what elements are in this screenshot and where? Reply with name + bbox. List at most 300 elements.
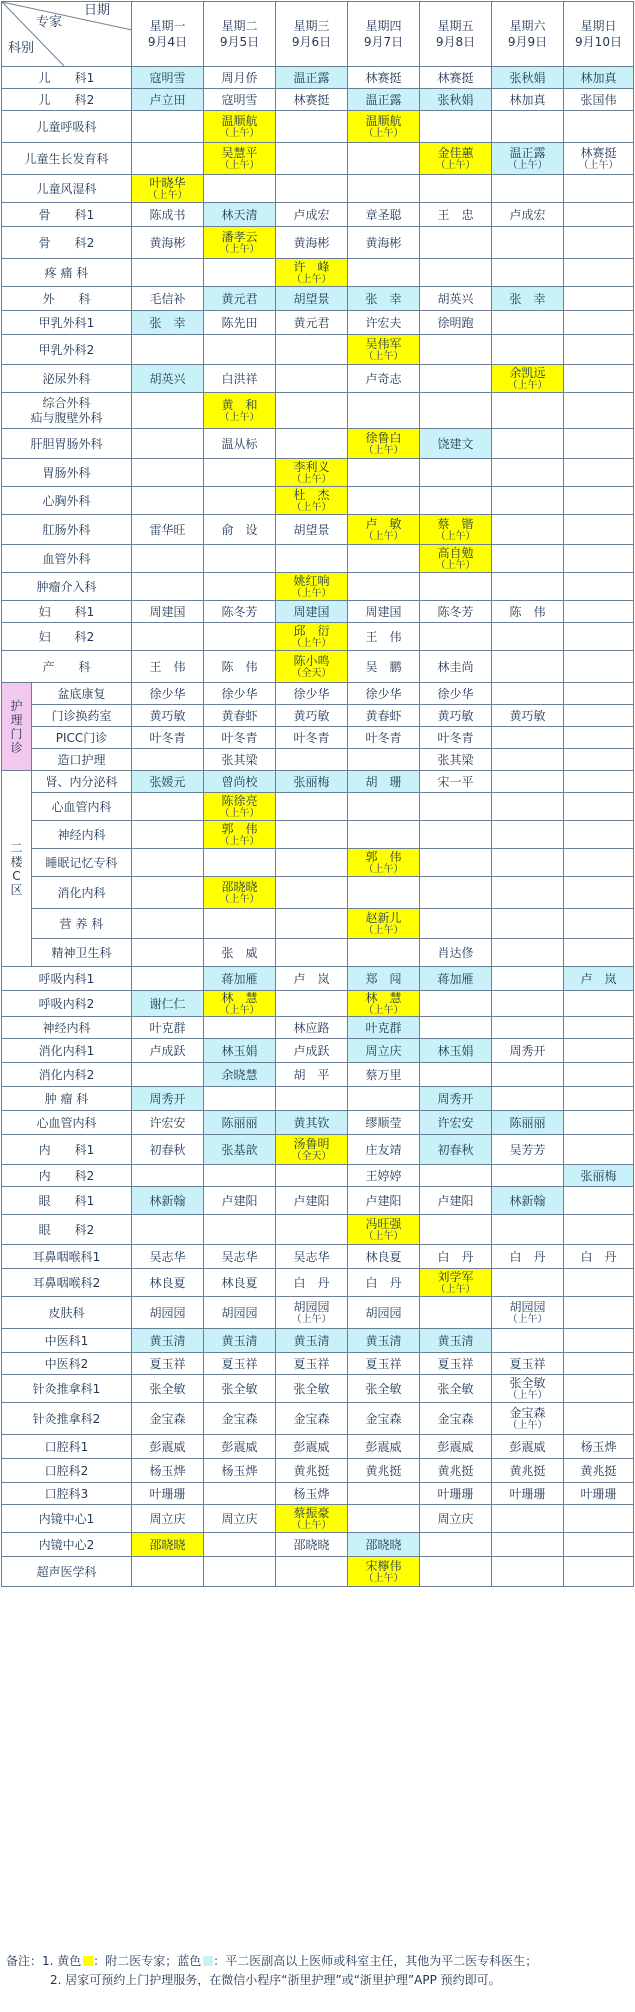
doctor-cell [204,1375,276,1403]
doctor-name: 林赛挺 [437,70,474,85]
session-label: （上午） [219,244,260,255]
doctor-name: 周秀开 [437,1091,474,1106]
day-header-1 [132,2,204,67]
doctor-name: 叶克群 [365,1020,402,1035]
doctor-name: 林 慧 [221,991,258,1005]
doctor-cell [204,515,276,545]
doctor-cell [564,459,634,487]
doctor-cell [276,1135,348,1165]
doctor-cell [420,1187,492,1215]
doctor-cell [564,1135,634,1165]
doctor-name: 徐少华 [221,686,258,701]
doctor-name: 黄兆挺 [437,1463,474,1478]
doctor-cell [132,429,204,459]
doctor-name: 叶冬青 [437,730,474,745]
doctor-cell [420,67,492,89]
schedule-row [2,365,634,393]
session-label: （上午） [291,1314,332,1325]
doctor-cell [492,623,564,651]
doctor-cell [204,1017,276,1039]
dept-name: 妇 科1 [2,601,132,623]
doctor-name: 寇明雪 [149,70,186,85]
doctor-name: 叶克群 [149,1020,186,1035]
doctor-cell [420,1017,492,1039]
session-label: （上午） [435,531,476,542]
dept-name: 内 科1 [2,1135,132,1165]
doctor-name: 周月侨 [221,70,258,85]
doctor-name: 庄友靖 [365,1142,402,1157]
dept-name: 胃肠外科 [2,459,132,487]
doctor-cell [420,1329,492,1353]
schedule-row [2,1557,634,1587]
doctor-cell [276,877,348,909]
doctor-cell [132,601,204,623]
doctor-name: 夏玉祥 [293,1356,330,1371]
doctor-cell [204,1135,276,1165]
schedule-row [2,683,634,705]
doctor-cell [348,1187,420,1215]
schedule-row [2,1087,634,1111]
doctor-name: 金宝森 [509,1406,546,1420]
dept-name: 血管外科 [2,545,132,573]
doctor-name: 冯旺强 [365,1217,402,1231]
doctor-cell [348,335,420,365]
doctor-cell [420,967,492,991]
doctor-cell [276,459,348,487]
doctor-cell [276,335,348,365]
doctor-cell [492,487,564,515]
dept-name: 呼吸内科1 [2,967,132,991]
doctor-cell [564,1245,634,1269]
doctor-name: 黄巧敏 [509,708,546,723]
doctor-cell [204,459,276,487]
doctor-cell [132,1111,204,1135]
doctor-cell [276,1063,348,1087]
doctor-name: 林应路 [293,1020,330,1035]
doctor-cell [564,287,634,311]
doctor-cell [204,67,276,89]
doctor-name: 陈小鸣 [293,654,330,668]
doctor-cell [348,651,420,683]
day-header-7 [564,2,634,67]
dept-name: 消化内科 [32,877,132,909]
weekday-label: 星期三 [293,19,330,33]
doctor-cell [564,393,634,429]
doctor-cell [492,771,564,793]
doctor-name: 张 幸 [509,291,546,306]
doctor-cell [564,1459,634,1483]
doctor-name: 叶珊珊 [580,1486,617,1501]
doctor-cell [132,651,204,683]
doctor-cell [564,749,634,771]
session-label: （上午） [291,638,332,649]
doctor-name: 林玉娟 [221,1043,258,1058]
doctor-cell [204,1459,276,1483]
doctor-cell [492,749,564,771]
doctor-cell [276,365,348,393]
doctor-cell [420,1111,492,1135]
doctor-cell [132,1533,204,1557]
date-label: 9月7日 [363,35,404,49]
doctor-cell [420,651,492,683]
doctor-cell [204,89,276,111]
doctor-cell [276,1533,348,1557]
doctor-cell [204,365,276,393]
doctor-cell [132,1165,204,1187]
doctor-cell [348,143,420,175]
session-label: （上午） [291,1520,332,1531]
doctor-cell [132,821,204,849]
doctor-cell [132,1269,204,1297]
doctor-cell [492,1215,564,1245]
session-label: （上午） [219,1005,260,1016]
doctor-name: 王 伟 [149,659,186,674]
doctor-cell [420,311,492,335]
doctor-cell [492,143,564,175]
doctor-name: 张 幸 [365,291,402,306]
header-date-label: 日期 [84,3,111,18]
doctor-cell [564,1297,634,1329]
doctor-name: 蒋加雁 [437,971,474,986]
doctor-cell [276,1297,348,1329]
schedule-row [2,727,634,749]
doctor-cell [204,967,276,991]
doctor-cell [132,1017,204,1039]
doctor-cell [492,311,564,335]
doctor-cell [420,459,492,487]
dept-name: 产 科 [2,651,132,683]
doctor-cell [492,259,564,287]
doctor-cell [420,1245,492,1269]
doctor-cell [348,1375,420,1403]
schedule-row [2,459,634,487]
doctor-name: 林玉娟 [437,1043,474,1058]
doctor-cell [492,203,564,227]
doctor-name: 张丽梅 [293,774,330,789]
doctor-cell [348,111,420,143]
doctor-cell [420,1375,492,1403]
doctor-cell [492,175,564,203]
doctor-name: 黄玉清 [221,1333,258,1348]
doctor-cell [492,1435,564,1459]
doctor-cell [348,1533,420,1557]
doctor-cell [420,111,492,143]
doctor-cell [492,1505,564,1533]
weekday-label: 星期日 [580,19,617,33]
dept-name: 妇 科2 [2,623,132,651]
date-label: 9月9日 [507,35,548,49]
doctor-cell [348,909,420,939]
doctor-name: 林赛挺 [580,146,617,160]
doctor-cell [420,909,492,939]
doctor-cell [492,939,564,967]
doctor-cell [492,545,564,573]
doctor-cell [420,487,492,515]
doctor-name: 周建国 [149,604,186,619]
doctor-name: 黄元君 [293,315,330,330]
day-header-6 [492,2,564,67]
dept-name: 耳鼻咽喉科1 [2,1245,132,1269]
session-label: （上午） [363,445,404,456]
day-header-3 [276,2,348,67]
doctor-name: 蔡 锴 [437,517,474,531]
date-label: 9月5日 [219,35,260,49]
doctor-cell [348,727,420,749]
doctor-name: 胡英兴 [437,291,474,306]
doctor-cell [132,1483,204,1505]
doctor-cell [276,749,348,771]
doctor-cell [204,1329,276,1353]
doctor-name: 张 幸 [149,315,186,330]
doctor-cell [492,67,564,89]
dept-name: 甲乳外科2 [2,335,132,365]
doctor-cell [276,287,348,311]
dept-name: 甲乳外科1 [2,311,132,335]
doctor-cell [132,705,204,727]
doctor-cell [348,89,420,111]
session-label: （上午） [291,588,332,599]
doctor-cell [204,1505,276,1533]
doctor-cell [564,849,634,877]
doctor-name: 余凯远 [509,366,546,380]
doctor-name: 黄巧敏 [293,708,330,723]
doctor-cell [420,601,492,623]
doctor-cell [204,877,276,909]
session-label: （上午） [363,351,404,362]
doctor-cell [564,1087,634,1111]
doctor-name: 黄巧敏 [149,708,186,723]
doctor-cell [276,683,348,705]
doctor-cell [564,545,634,573]
doctor-cell [420,1297,492,1329]
doctor-name: 卢建阳 [221,1193,258,1208]
dept-name [2,393,132,429]
header-dept-label: 科别 [8,41,35,56]
schedule-row [2,601,634,623]
doctor-name: 胡园园 [149,1305,186,1320]
doctor-name: 黄玉清 [149,1333,186,1348]
doctor-cell [348,259,420,287]
doctor-cell [348,67,420,89]
doctor-name: 金宝森 [221,1411,258,1426]
doctor-name: 金宝森 [437,1411,474,1426]
doctor-cell [420,1557,492,1587]
doctor-name: 俞 设 [221,522,258,537]
doctor-name: 蔡万里 [365,1067,402,1082]
doctor-name: 卢 敏 [365,517,402,531]
dept-name: 儿童呼吸科 [2,111,132,143]
doctor-cell [564,227,634,259]
doctor-cell [420,821,492,849]
doctor-cell [276,1017,348,1039]
session-label: （上午） [291,474,332,485]
doctor-name: 邵晓晓 [149,1537,186,1552]
dept-name: 造口护理 [32,749,132,771]
doctor-name: 许宏夫 [365,315,402,330]
doctor-cell [204,683,276,705]
doctor-name: 林天清 [221,207,258,222]
doctor-cell [348,793,420,821]
zone-floor2c [2,771,32,967]
doctor-name: 郭 伟 [365,850,402,864]
doctor-cell [276,1245,348,1269]
doctor-name: 缪顺莹 [365,1115,402,1130]
doctor-name: 徐少华 [437,686,474,701]
doctor-cell [420,623,492,651]
doctor-cell [276,1165,348,1187]
doctor-name: 胡望景 [293,522,330,537]
doctor-name: 张全敏 [221,1381,258,1396]
doctor-cell [492,1039,564,1063]
doctor-name: 叶冬青 [221,730,258,745]
doctor-cell [492,335,564,365]
doctor-cell [348,429,420,459]
doctor-cell [204,651,276,683]
doctor-name: 彭震威 [437,1439,474,1454]
doctor-cell [420,1403,492,1435]
doctor-name: 金宝森 [365,1411,402,1426]
doctor-cell [276,967,348,991]
dept-name: 睡眠记忆专科 [32,849,132,877]
doctor-cell [132,1403,204,1435]
doctor-cell [204,771,276,793]
doctor-cell [276,1111,348,1135]
doctor-cell [348,1353,420,1375]
session-label: （上午） [363,128,404,139]
doctor-name: 周立庆 [149,1511,186,1526]
dept-name: 中医科2 [2,1353,132,1375]
doctor-name: 卢 岚 [293,971,330,986]
doctor-cell [204,203,276,227]
session-label: （上午） [363,925,404,936]
doctor-name: 周秀开 [509,1043,546,1058]
session-label: （上午） [219,894,260,905]
doctor-name: 白洪祥 [221,371,258,386]
dept-name: 泌尿外科 [2,365,132,393]
schedule-row [2,821,634,849]
doctor-cell [420,1353,492,1375]
doctor-cell [132,1187,204,1215]
doctor-cell [132,967,204,991]
doctor-cell [276,143,348,175]
schedule-row [2,515,634,545]
doctor-name: 白 丹 [509,1249,546,1264]
doctor-cell [348,849,420,877]
doctor-cell [132,1505,204,1533]
doctor-name: 张媛元 [149,774,186,789]
doctor-cell [348,1483,420,1505]
doctor-cell [276,259,348,287]
doctor-cell [348,365,420,393]
doctor-cell [276,311,348,335]
doctor-cell [276,1459,348,1483]
doctor-name: 白 丹 [293,1275,330,1290]
doctor-cell [420,991,492,1017]
doctor-name: 黄兆挺 [293,1463,330,1478]
dept-name: 针灸推拿科2 [2,1403,132,1435]
doctor-cell [204,1245,276,1269]
doctor-cell [204,1353,276,1375]
doctor-cell [348,1269,420,1297]
day-header-2 [204,2,276,67]
doctor-cell [348,393,420,429]
session-label: （上午） [363,1573,404,1584]
session-label: （上午） [363,864,404,875]
doctor-cell [420,545,492,573]
doctor-cell [276,393,348,429]
schedule-row [2,143,634,175]
doctor-cell [276,175,348,203]
doctor-cell [204,793,276,821]
doctor-cell [492,1111,564,1135]
doctor-cell [204,143,276,175]
doctor-name: 徐少华 [293,686,330,701]
doctor-cell [492,429,564,459]
dept-name: 消化内科2 [2,1063,132,1087]
doctor-cell [492,1297,564,1329]
doctor-cell [420,1505,492,1533]
doctor-cell [564,1269,634,1297]
doctor-name: 卢成跃 [293,1043,330,1058]
doctor-name: 张全敏 [365,1381,402,1396]
doctor-cell [492,705,564,727]
footnote-blue-label: ：附二医专家；蓝色 [93,1954,202,1968]
doctor-name: 许宏安 [437,1115,474,1130]
doctor-cell [420,1039,492,1063]
dept-name: 耳鼻咽喉科2 [2,1269,132,1297]
schedule-row [2,1483,634,1505]
doctor-cell [492,287,564,311]
doctor-cell [492,1353,564,1375]
doctor-cell [492,601,564,623]
dept-name: 儿童生长发育科 [2,143,132,175]
doctor-name: 林良夏 [365,1249,402,1264]
schedule-row [2,771,634,793]
schedule-row [2,573,634,601]
doctor-name: 章圣聪 [365,207,402,222]
doctor-name: 彭震威 [149,1439,186,1454]
doctor-name: 金宝森 [293,1411,330,1426]
doctor-cell [276,89,348,111]
doctor-name: 陈成书 [149,207,186,222]
doctor-cell [276,203,348,227]
schedule-row [2,749,634,771]
date-label: 9月4日 [147,35,188,49]
doctor-name: 郑 闯 [365,971,402,986]
schedule-row [2,1017,634,1039]
session-label: （上午） [363,1231,404,1242]
doctor-cell [276,515,348,545]
doctor-cell [132,909,204,939]
doctor-name: 卢成跃 [149,1043,186,1058]
doctor-name: 黄玉清 [365,1333,402,1348]
schedule-row [2,1111,634,1135]
doctor-name: 邱 衍 [293,624,330,638]
dept-name: 儿童风湿科 [2,175,132,203]
schedule-row [2,705,634,727]
doctor-name: 叶冬青 [149,730,186,745]
doctor-name: 杨玉烨 [293,1486,330,1501]
doctor-name: 卢成宏 [293,207,330,222]
doctor-cell [204,939,276,967]
doctor-cell [492,365,564,393]
doctor-cell [420,1087,492,1111]
doctor-cell [204,727,276,749]
doctor-cell [204,1111,276,1135]
schedule-row [2,1165,634,1187]
doctor-cell [564,1063,634,1087]
doctor-cell [492,1483,564,1505]
